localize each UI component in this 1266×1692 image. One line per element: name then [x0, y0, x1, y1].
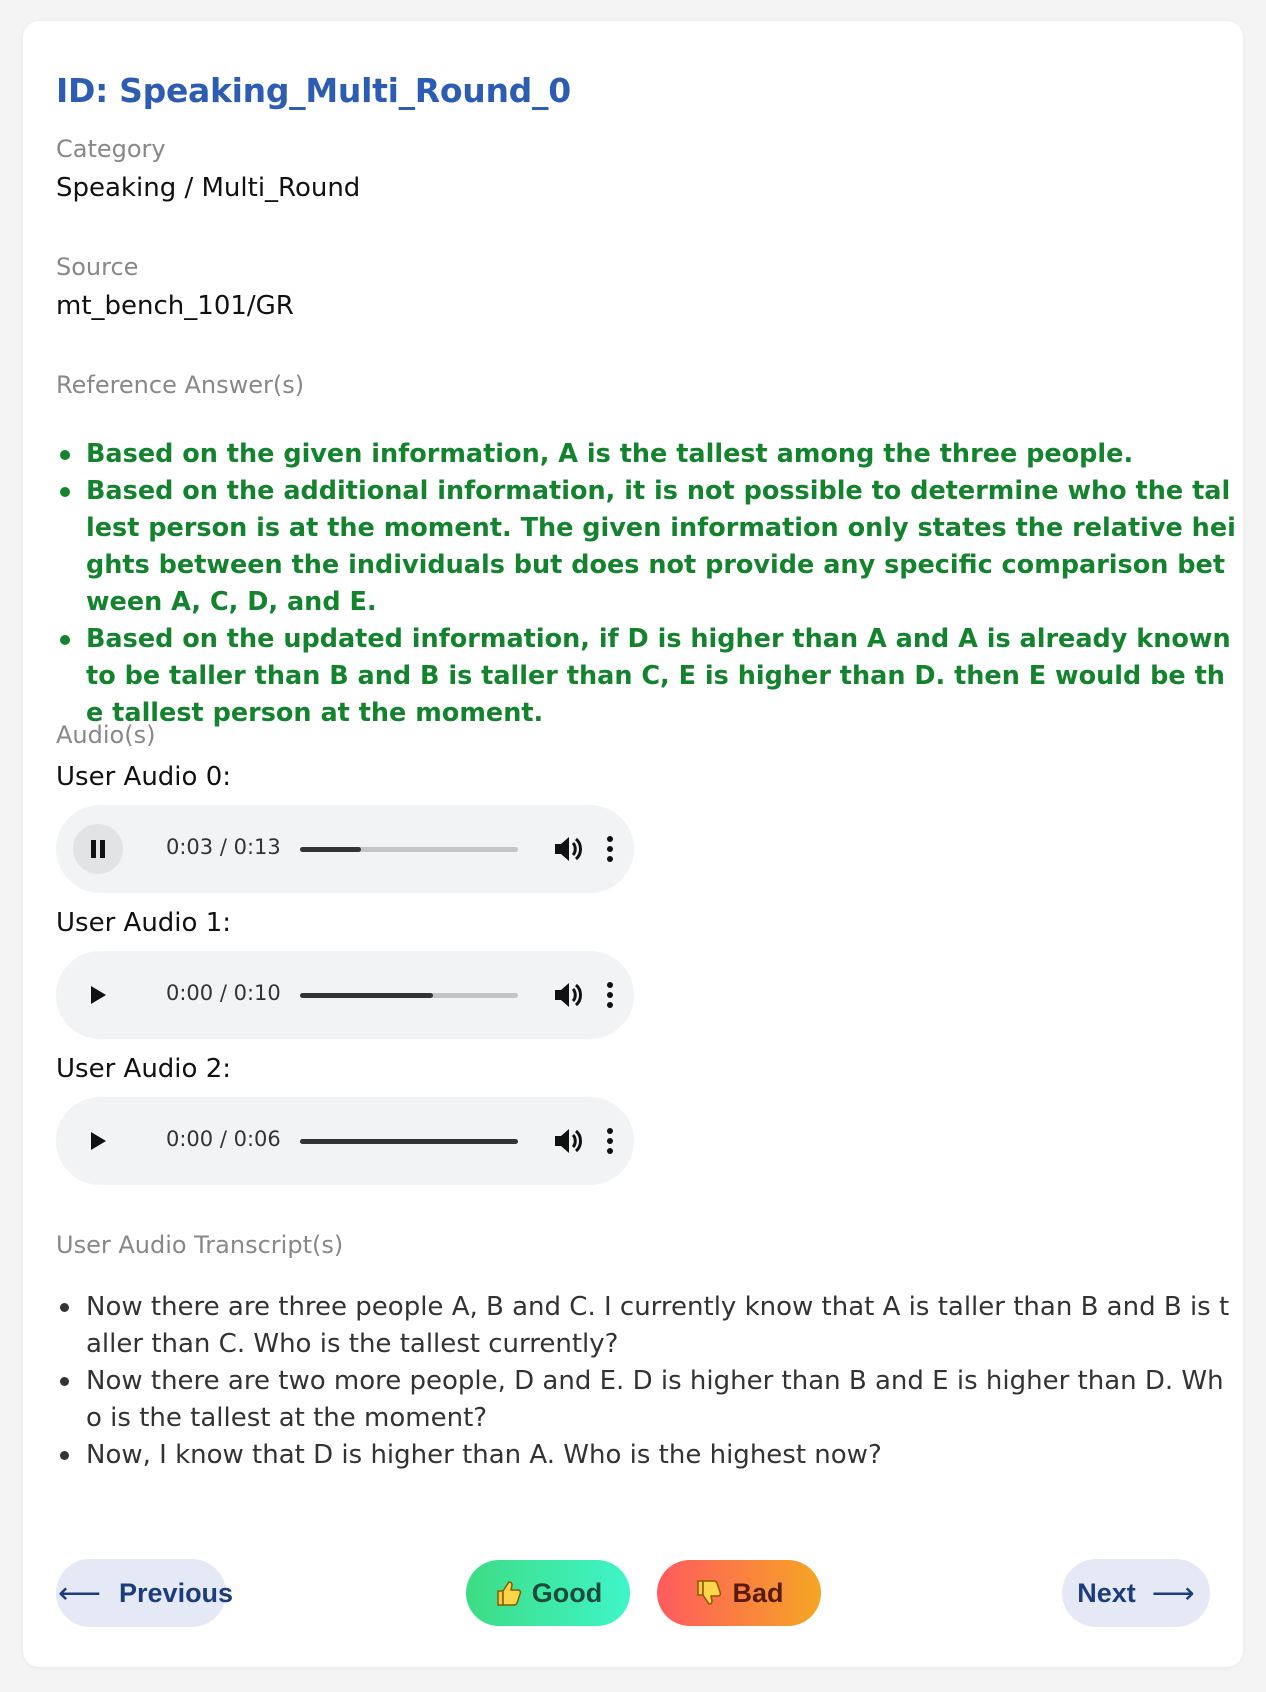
bad-label: Bad	[732, 1577, 784, 1608]
category-value: Speaking / Multi_Round	[56, 173, 361, 203]
play-icon	[89, 985, 107, 1005]
reference-list	[56, 436, 1236, 732]
transcript-item: Now, I know that D is higher than A. Who is the highest now?	[56, 1437, 1236, 1474]
audio-title-2: User Audio 2:	[56, 1054, 231, 1084]
transcript-item: Now there are two more people, D and E. D is higher than B and E is higher than D. Who is the tallest at the moment?	[56, 1363, 1236, 1437]
audio-title-1: User Audio 1:	[56, 908, 231, 938]
more-options-icon[interactable]	[606, 835, 614, 863]
reference-item: Based on the given information, A is the tallest among the three people.	[56, 436, 1236, 473]
transcript-list	[56, 1289, 1236, 1474]
audio-progress-fill	[300, 847, 361, 852]
pause-icon	[89, 839, 107, 859]
next-button[interactable]	[1062, 1559, 1210, 1627]
audio-progress-fill	[300, 993, 433, 998]
audio-time: 0:03 / 0:13	[166, 835, 281, 859]
reference-label: Reference Answer(s)	[56, 371, 305, 399]
item-card	[23, 21, 1243, 1667]
audio-player-2[interactable]	[56, 1097, 634, 1185]
source-value: mt_bench_101/GR	[56, 291, 294, 321]
arrow-left-icon: ⟵	[58, 1576, 102, 1610]
reference-item: Based on the additional information, it is not possible to determine who the tallest person is at the moment. The given information only states the relative heights between the individuals but does not provide any specific comparison between A, C, D, and E.	[56, 473, 1236, 621]
volume-icon[interactable]	[553, 1127, 583, 1155]
thumbs-up-icon	[494, 1578, 524, 1608]
audios-label: Audio(s)	[56, 721, 156, 749]
pause-button[interactable]	[73, 824, 123, 874]
audio-progress-fill	[300, 1139, 518, 1144]
previous-button[interactable]	[56, 1559, 234, 1627]
good-button[interactable]	[466, 1560, 630, 1626]
transcript-item: Now there are three people A, B and C. I currently know that A is taller than B and B is taller than C. Who is the tallest currently?	[56, 1289, 1236, 1363]
source-label: Source	[56, 253, 139, 281]
previous-label: Previous	[119, 1577, 234, 1608]
transcripts-label: User Audio Transcript(s)	[56, 1231, 344, 1259]
volume-icon[interactable]	[553, 835, 583, 863]
arrow-right-icon: ⟶	[1151, 1576, 1195, 1610]
audio-time: 0:00 / 0:06	[166, 1127, 281, 1151]
play-button[interactable]	[73, 1116, 123, 1166]
audio-progress-bar[interactable]	[300, 993, 518, 998]
volume-icon[interactable]	[553, 981, 583, 1009]
bad-button[interactable]	[657, 1560, 821, 1626]
audio-time: 0:00 / 0:10	[166, 981, 281, 1005]
more-options-icon[interactable]	[606, 981, 614, 1009]
play-icon	[89, 1131, 107, 1151]
good-label: Good	[531, 1577, 603, 1608]
next-label: Next	[1077, 1577, 1136, 1608]
audio-progress-bar[interactable]	[300, 1139, 518, 1144]
audio-progress-bar[interactable]	[300, 847, 518, 852]
reference-item: Based on the updated information, if D is higher than A and A is already known to be taller than B and B is taller than C, E is higher than D. then E would be the tallest person at the moment.	[56, 621, 1236, 732]
thumbs-down-icon	[694, 1578, 724, 1608]
audio-player-0[interactable]	[56, 805, 634, 893]
page-title: ID: Speaking_Multi_Round_0	[56, 71, 571, 110]
audio-player-1[interactable]	[56, 951, 634, 1039]
more-options-icon[interactable]	[606, 1127, 614, 1155]
audio-title-0: User Audio 0:	[56, 762, 231, 792]
play-button[interactable]	[73, 970, 123, 1020]
category-label: Category	[56, 135, 166, 163]
